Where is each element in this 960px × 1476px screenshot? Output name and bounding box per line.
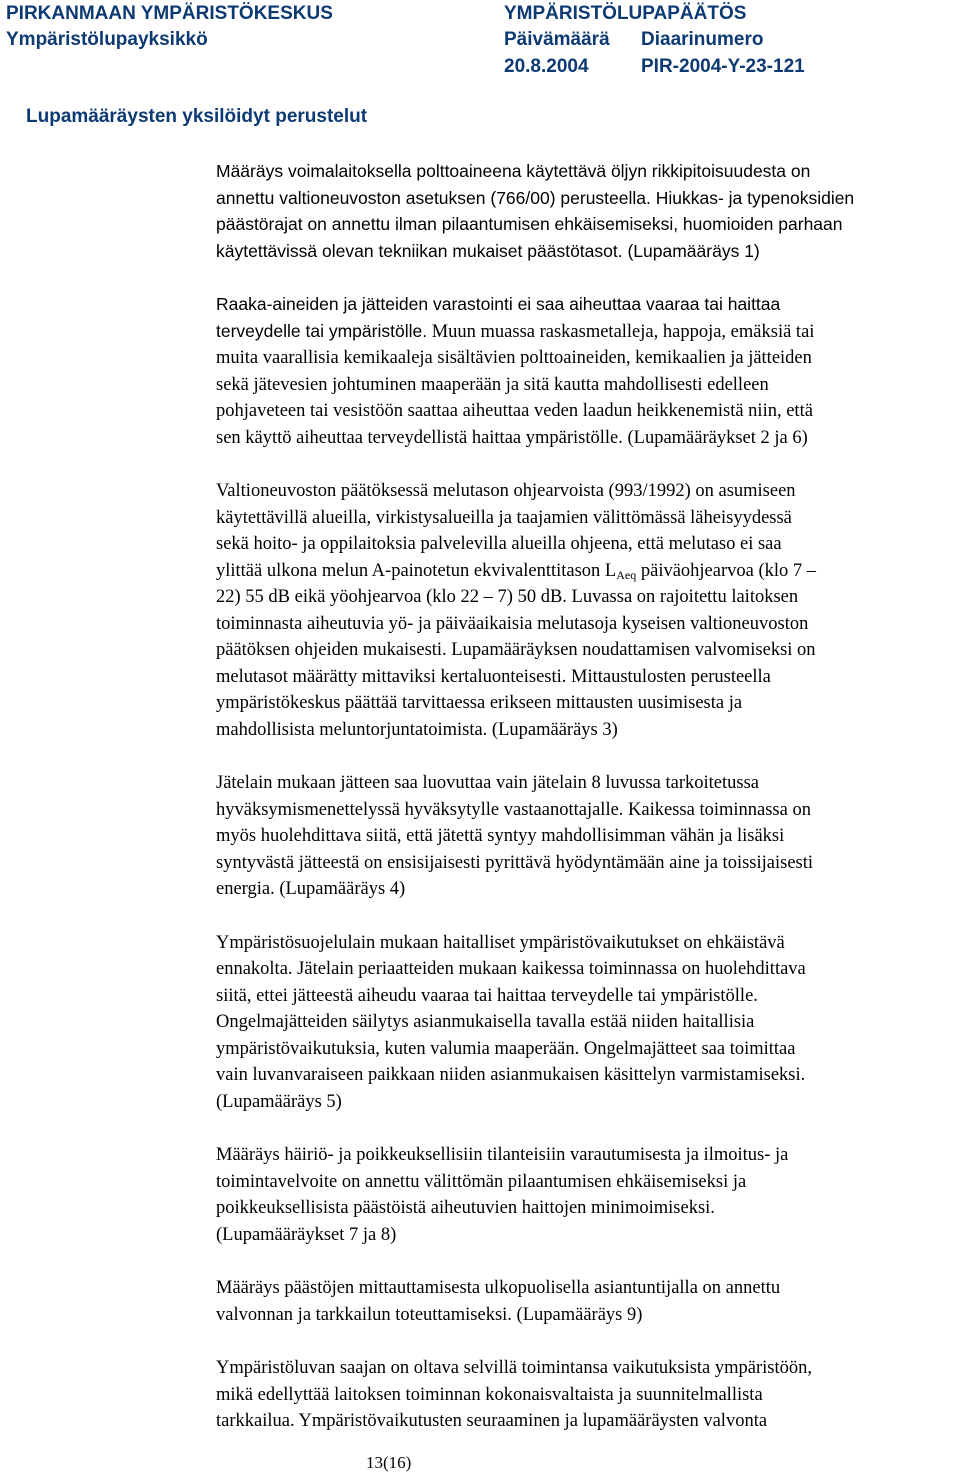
- paragraph-noise: [216, 478, 946, 743]
- text-line: hyväksymismenettelyssä hyväksytylle vastaanottajalle. Kaikessa toiminnassa on: [216, 799, 811, 820]
- section-heading: Lupamääräysten yksilöidyt perustelut: [26, 106, 368, 127]
- page-number: 13(16): [366, 1453, 412, 1472]
- text-line: mikä edellyttää laitoksen toiminnan kokonaisvaltaista ja suunnitelmallista: [216, 1384, 763, 1405]
- text-line: [216, 558, 946, 585]
- diary-number-value: PIR-2004-Y-23-121: [641, 56, 805, 77]
- text-line: annettu valtioneuvoston asetuksen (766/00) perusteella. Hiukkas- ja typenoksidien: [216, 187, 855, 208]
- text-line: toimintavelvoite on annettu välittömän pilaantumisen ehkäisemiseksi ja: [216, 1171, 747, 1192]
- text-line: Määräys häiriö- ja poikkeuksellisiin tilanteisiin varautumisesta ja ilmoitus- ja: [216, 1145, 789, 1165]
- organization-name: PIRKANMAAN YMPÄRISTÖKESKUS: [6, 3, 333, 24]
- text-line: Määräys päästöjen mittauttamisesta ulkopuolisella asiantuntijalla on annettu: [216, 1278, 781, 1298]
- text-line: ympäristökeskus päättää tarvittaessa erikseen mittausten uusimisesta ja: [216, 693, 743, 713]
- text-line: energia. (Lupamääräys 4): [216, 879, 406, 899]
- text-line: käytettävissä olevan tekniikan mukaiset päästötasot. (Lupamääräys 1): [216, 240, 760, 261]
- text-line: vain luvanvaraiseen paikkaan niiden asianmukaisen käsittelyn varmistamiseksi.: [216, 1065, 806, 1085]
- paragraph-storage: [216, 291, 946, 451]
- organization-unit: Ympäristölupayksikkö: [6, 29, 208, 50]
- text-line: melutasot määrätty mittaviksi kertaluonteisesti. Mittaustulosten perusteella: [216, 666, 771, 687]
- paragraph-fuel-sulphur: [216, 158, 946, 264]
- document-body: [216, 158, 946, 1462]
- text-line: ympäristövaikutuksia, kuten valumia maaperään. Ongelmajätteet saa toimittaa: [216, 1038, 796, 1059]
- text-line: Määräys voimalaitoksella polttoaineena käytettävä öljyn rikkipitoisuudesta on: [216, 161, 811, 181]
- text-line: toiminnasta aiheutuvia yö- ja päiväaikaisia melutasoja kyseisen valtioneuvoston: [216, 613, 809, 634]
- text-line: ennakolta. Jätelain periaatteiden mukaan kaikessa toiminnassa on huolehdittava: [216, 959, 806, 979]
- text-line: siitä, ettei jätteestä aiheudu vaaraa tai haittaa terveydelle tai ympäristölle.: [216, 985, 758, 1006]
- text-line: [216, 318, 946, 346]
- text-line: Raaka-aineiden ja jätteiden varastointi ei saa aiheuttaa vaaraa tai haittaa: [216, 294, 781, 314]
- document-type: YMPÄRISTÖLUPAPÄÄTÖS: [504, 3, 747, 24]
- paragraph-incidents: [216, 1142, 946, 1248]
- text-line: 22) 55 dB eikä yöohjearvoa (klo 22 – 7) 50 dB. Luvassa on rajoitettu laitoksen: [216, 587, 799, 607]
- text-line: (Lupamääräykset 7 ja 8): [216, 1224, 397, 1245]
- diary-number-label: Diaarinumero: [641, 29, 764, 50]
- text-run: terveydelle tai ympäristölle.: [216, 320, 428, 341]
- text-line: Jätelain mukaan jätteen saa luovuttaa vain jätelain 8 luvussa tarkoitetussa: [216, 773, 760, 793]
- text-line: syntyvästä jätteestä on ensisijaisesti pyrittävä hyödyntämään aine ja toissijaisesti: [216, 852, 814, 873]
- text-line: Ongelmajätteiden säilytys asianmukaisella tavalla estää niiden haitallisia: [216, 1012, 755, 1032]
- document-header: [0, 0, 960, 90]
- paragraph-emission-measurement: [216, 1275, 946, 1328]
- text-line: Ympäristösuojelulain mukaan haitalliset ympäristövaikutukset on ehkäistävä: [216, 932, 785, 953]
- text-line: myös huolehdittava siitä, että jätettä syntyy mahdollisimman vähän ja lisäksi: [216, 826, 785, 846]
- text-line: sekä hoito- ja oppilaitoksia palvelevilla alueilla ohjeena, että melutaso ei saa: [216, 534, 782, 554]
- text-line: poikkeuksellisista päästöistä aiheutuvien haittojen minimoimiseksi.: [216, 1198, 715, 1218]
- text-line: sen käyttö aiheuttaa terveydellistä haittaa ympäristölle. (Lupamääräykset 2 ja 6): [216, 427, 808, 448]
- text-line: muita vaarallisia kemikaaleja sisältävien polttoaineiden, kemikaalien ja jätteiden: [216, 348, 812, 368]
- text-line: käytettävillä alueilla, virkistysalueilla ja taajamien välittömässä läheisyydessä: [216, 507, 792, 528]
- text-line: (Lupamääräys 5): [216, 1091, 342, 1112]
- paragraph-environmental-protection: [216, 930, 946, 1116]
- text-line: valvonnan ja tarkkailun toteuttamiseksi. (Lupamääräys 9): [216, 1304, 643, 1325]
- text-run: ylittää ulkona melun A-painotetun ekvivalenttitason L: [216, 560, 617, 581]
- paragraph-waste-law: [216, 770, 946, 903]
- text-run: Muun muassa raskasmetalleja, happoja, emäksiä tai: [427, 321, 815, 342]
- date-label: Päivämäärä: [504, 29, 610, 50]
- text-run: päiväohjearvoa (klo 7 –: [636, 560, 817, 581]
- text-line: Valtioneuvoston päätöksessä melutason ohjearvoista (993/1992) on asumiseen: [216, 481, 796, 501]
- text-line: Ympäristöluvan saajan on oltava selvillä toimintansa vaikutuksista ympäristöön,: [216, 1358, 813, 1378]
- text-line: päätöksen ohjeiden mukaisesti. Lupamääräyksen noudattamisen valvomiseksi on: [216, 640, 816, 660]
- text-line: mahdollisista meluntorjuntatoimista. (Lupamääräys 3): [216, 719, 618, 740]
- text-line: pohjaveteen tai vesistöön saattaa aiheuttaa veden laadun heikkenemistä niin, että: [216, 401, 813, 421]
- subscript: Aeq: [616, 567, 637, 582]
- date-value: 20.8.2004: [504, 56, 589, 77]
- paragraph-monitoring: [216, 1355, 946, 1435]
- text-line: sekä jätevesien johtuminen maaperään ja sitä kautta mahdollisesti edelleen: [216, 374, 769, 395]
- text-line: päästörajat on annettu ilman pilaantumisen ehkäisemiseksi, huomioiden parhaan: [216, 214, 843, 234]
- text-line: tarkkailua. Ympäristövaikutusten seuraaminen ja lupamääräysten valvonta: [216, 1411, 768, 1431]
